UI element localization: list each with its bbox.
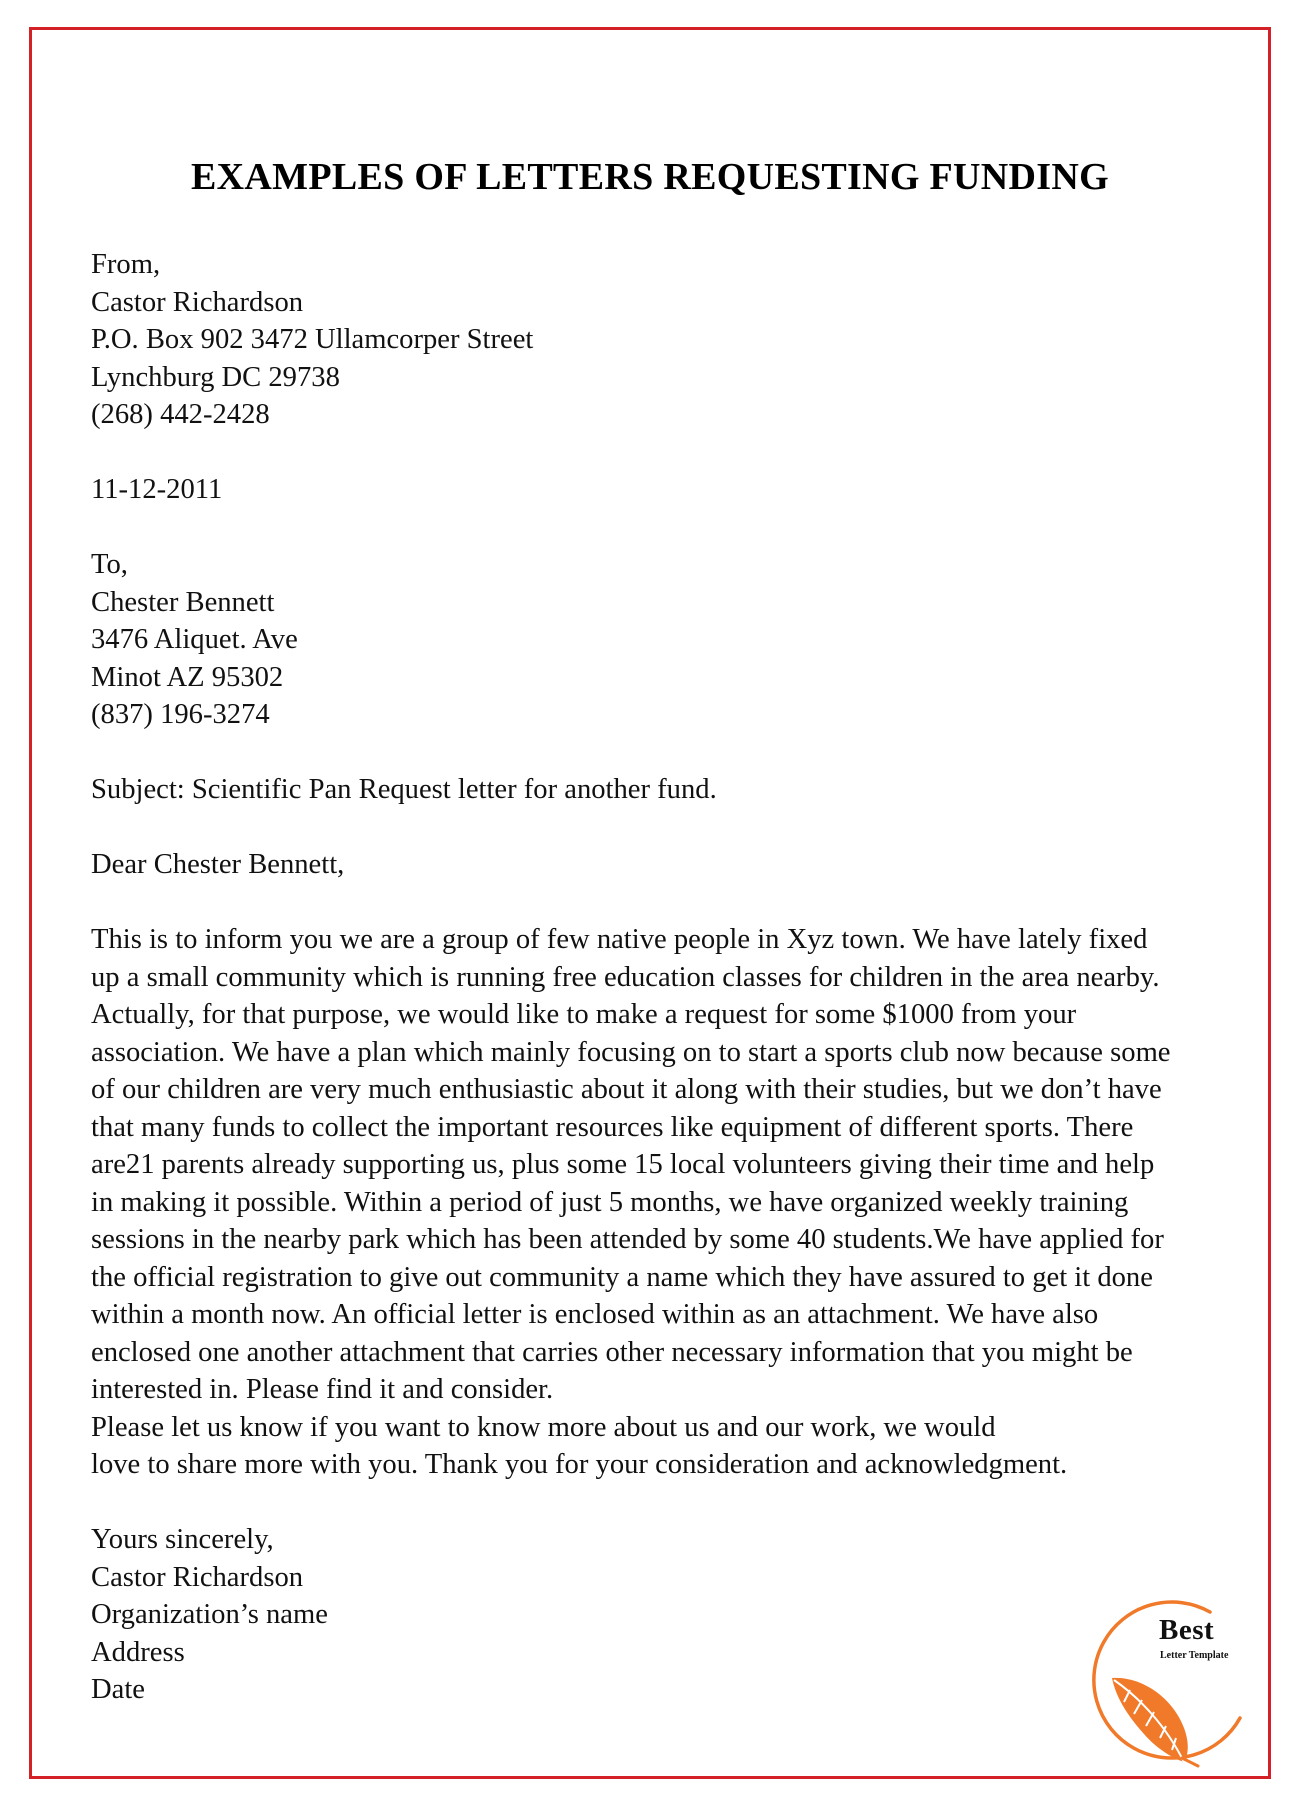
body-line: sessions in the nearby park which has been attended by some 40 students.We have applied for [91,1224,1164,1255]
body-paragraph [91,921,1221,1484]
document-title: EXAMPLES OF LETTERS REQUESTING FUNDING [191,156,1109,199]
subject-line: Subject: Scientific Pan Request letter for another fund. [91,774,717,805]
sender-address-line: P.O. Box 902 3472 Ullamcorper Street [91,324,534,355]
recipient-block [91,546,1221,734]
recipient-name: Chester Bennett [91,586,275,618]
body-line: association. We have a plan which mainly focusing on to start a sports club now because some [91,1036,1171,1068]
logo-subtitle: Letter Template [1160,1650,1229,1661]
body-line: interested in. Please find it and consider. [91,1374,554,1405]
recipient-phone: (837) 196-3274 [91,699,270,730]
recipient-address-line: 3476 Aliquet. Ave [91,624,298,655]
body-line: are21 parents already supporting us, plus some 15 local volunteers giving their time and help [91,1149,1155,1180]
sender-city-line: Lynchburg DC 29738 [91,361,340,393]
sender-block [91,246,1221,434]
body-line: This is to inform you we are a group of few native people in Xyz town. We have lately fixed [91,924,1148,955]
letter-date: 11-12-2011 [91,474,223,505]
salutation: Dear Chester Bennett, [91,849,345,880]
body-line: Actually, for that purpose, we would like to make a request for some $1000 from your [91,999,1077,1030]
signer-address: Address [91,1636,185,1668]
signer-date: Date [91,1674,145,1705]
recipient-city-line: Minot AZ 95302 [91,661,284,693]
recipient-heading: To, [91,549,128,580]
body-line: that many funds to collect the important resources like equipment of different sports. There [91,1111,1134,1143]
body-line: the official registration to give out community a name which they have assured to get it done [91,1261,1153,1293]
body-line: up a small community which is running free education classes for children in the area nearby. [91,961,1160,993]
body-line: in making it possible. Within a period of just 5 months, we have organized weekly training [91,1186,1129,1218]
body-line: enclosed one another attachment that carries other necessary information that you might be [91,1336,1133,1368]
body-line: love to share more with you. Thank you for your consideration and acknowledgment. [91,1449,1068,1480]
sender-name: Castor Richardson [91,286,304,318]
body-line: within a month now. An official letter is enclosed within as an attachment. We have also [91,1299,1099,1330]
body-line: Please let us know if you want to know more about us and our work, we would [91,1411,996,1443]
closing-block [91,1521,1221,1709]
body-line: of our children are very much enthusiastic about it along with their studies, but we don’t have [91,1074,1162,1105]
logo-wordmark: Best [1159,1614,1215,1646]
brand-logo [1080,1598,1270,1768]
sender-phone: (268) 442-2428 [91,399,270,430]
sender-heading: From, [91,249,161,280]
signer-organization: Organization’s name [91,1599,328,1630]
letter-body [91,246,1221,1709]
valediction: Yours sincerely, [91,1524,274,1555]
signer-name: Castor Richardson [91,1561,304,1593]
